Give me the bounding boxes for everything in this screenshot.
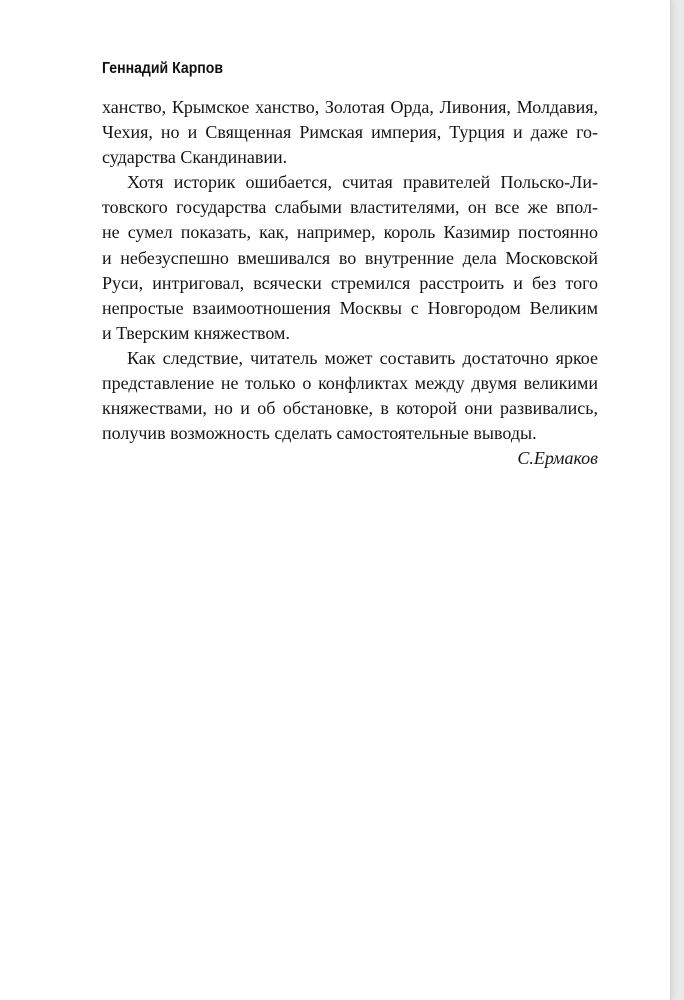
text-line: Руси, интриговал, всячески стремился расстроить и без того bbox=[102, 272, 598, 293]
text-line: и небезуспешно вмешивался во внутренние дела Московской bbox=[102, 247, 598, 268]
text-line: товского государства слабыми властителями, он все же впол- bbox=[102, 197, 598, 218]
signature: С.Ермаков bbox=[517, 448, 598, 469]
text-line: Чехия, но и Священная Римская империя, Турция и даже го- bbox=[102, 122, 598, 143]
text-line: ханство, Крымское ханство, Золотая Орда, Ливония, Молдавия, bbox=[102, 97, 598, 117]
text-line: сударства Скандинавии. bbox=[102, 147, 288, 168]
text-line: княжествами, но и об обстановке, в которой они развивались, bbox=[102, 398, 598, 419]
text-line: Как следствие, читатель может составить достаточно яркое bbox=[127, 347, 598, 368]
text-line: не сумел показать, как, например, король Казимир постоянно bbox=[102, 222, 598, 243]
text-line: получив возможность сделать самостоятельные выводы. bbox=[102, 423, 537, 444]
body-text bbox=[102, 95, 598, 471]
running-header-author: Геннадий Карпов bbox=[102, 60, 224, 77]
text-line: непростые взаимоотношения Москвы с Новгородом Великим bbox=[102, 297, 598, 318]
text-line: представление не только о конфликтах между двумя великими bbox=[102, 373, 598, 394]
text-line: и Тверским княжеством. bbox=[102, 322, 290, 343]
text-line: Хотя историк ошибается, считая правителей Польско-Ли- bbox=[127, 172, 598, 193]
